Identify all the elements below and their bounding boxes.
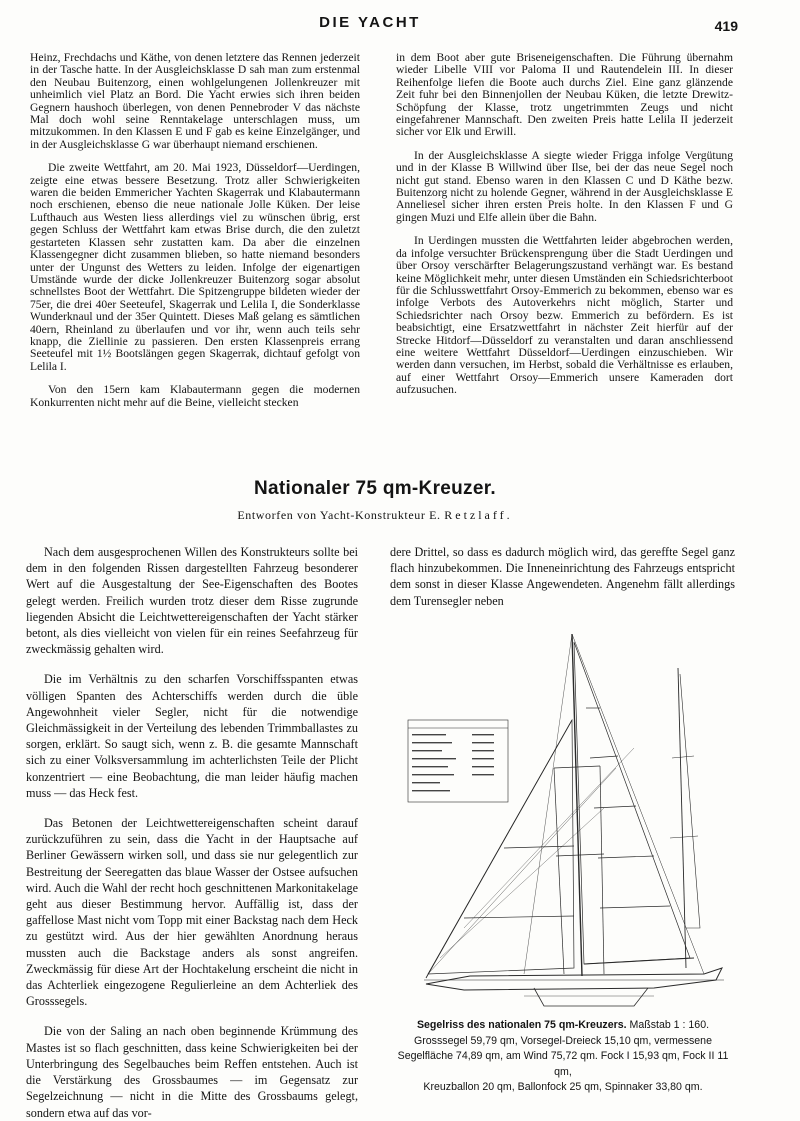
sail-plan-svg: [404, 628, 726, 1014]
running-header: [0, 12, 800, 36]
paragraph: Die zweite Wettfahrt, am 20. Mai 1923, Düsseldorf—Uerdingen, zeigte eine etwas bessere Besetzung. Trotz aller Schwierigkeiten waren die beiden Emmericher Yachten Skagerrak und Klabautermann noch erschienen, ebenso die neue nationale Jolle Küken. Der leise Lufthauch aus Westen liess allerdings viel zu wünschen übrig, erst gegen Schluss der Wettfahrt kam etwas Brise durch, die den zuletzt gestarteten Klassen sehr zustatten kam. Da aber die einzelnen Klassengegner dicht zusammen blieben, so hatte niemand besonders unter der Ungunst des Wetters zu leiden. Infolge der eigenartigen Umstände wurde der dicke Jollenkreuzer Buitenzorg sogar absolut schnellstes Boot der Wettfahrt. Die Spitzengruppe bildeten wieder der 75er, die drei 40er Seeteufel, Skagerrak und Lelila I, die Sonderklasse Wunderknaul und der 35er Quintett. Dieses Maß gelang es sämtlichen 40ern, Rheinland zu überlaufen und vor ihr, wenn auch teils sehr knapp, die Ziellinie zu passieren. Den ersten Klassenpreis errang Seeteufel mit 1½ Bootslängen gegen Skagerrak, dichtauf gefolgt von Lelila I.: [30, 161, 360, 373]
paragraph: in dem Boot aber gute Briseneigenschaften. Die Führung übernahm wieder Libelle VIII vor Paloma II und Rautendelein III. In dieser Reihenfolge liefen die Boote auch durchs Ziel. Eine ganz glänzende Zeit fuhr bei den Binnenjollen der Neubau Küken, die letzte Drewitz-Schöpfung der Klasse, trotz ungetrimmten Zeugs und nicht eingefahrener Mannschaft. Den zweiten Preis hatte Lelila II jederzeit sicher vor Elk und Erwill.: [396, 51, 733, 139]
page-number: 419: [714, 18, 738, 34]
byline-prefix: Entworfen von Yacht-Konstrukteur E.: [237, 508, 441, 522]
paragraph: Die von der Saling an nach oben beginnende Krümmung des Mastes ist so flach geschnitten, dass keine Schwierigkeiten bei der Unterbringung des Segelbauches beim Reffen entstehen. Auch ist die Verstärkung des Grossbaumes — im Gegensatz zur Segelzeichnung — nicht in die Mitte des Grossbaums gelegt, sondern etwa auf das vor-: [26, 1024, 358, 1120]
caption-sail-areas-continued: Kreuzballon 20 qm, Ballonfock 25 qm, Spinnaker 33,80 qm.: [423, 1081, 703, 1094]
article-byline: [0, 508, 750, 523]
sail-plan-drawing: [404, 628, 726, 1014]
article-left-column: [26, 544, 358, 1121]
paragraph: Das Betonen der Leichtwettereigenschaften scheint darauf zurückzuführen zu sein, dass die Yacht in der Hauptsache auf Berliner Gewässern wirken soll, und dass sie nur gelegentlich zur Bestreitung der Seeregatten das blaue Wasser der Ostsee aufsuchen wird. Auch die Wahl der recht hoch geschnittenen Markonitakelage geht aus dieser Bestimmung hervor. Auffällig ist, dass der gaffellose Mast nicht vom Topp mit einer Backstag nach dem Heck zu gestützt wird. Aus der hier gewählten Anordnung heraus mussten auch die Backstage anders als sonst angreifen. Zweckmässig für diese Art der Hochtakelung erscheint die nicht in das Achterliek eingezogene Regulierleine an dem Achterliek des Grosssegels.: [26, 816, 358, 1009]
paragraph: Von den 15ern kam Klabautermann gegen die modernen Konkurrenten nicht mehr auf die Beine, vielleicht stecken: [30, 383, 360, 409]
article-right-column: [390, 544, 735, 609]
caption-title: Segelriss des nationalen 75 qm-Kreuzers.: [416, 1019, 627, 1031]
paragraph: Die im Verhältnis zu den scharfen Vorschiffsspanten etwas völligen Spanten des Achterschiffs werden durch die üble Angewohnheit vieler Segler, nicht für die notwendige Gleichmässigkeit in der Verteilung des lebenden Trimmballastes zu sorgen, erklärt. So saugt sich, wenn z. B. die gesamte Mannschaft sich zu einer Volksversammlung im achterlichsten Teile der Plicht konzentriert — eine Beobachtung, die man leider häufig machen muss — das Heck fest.: [26, 672, 358, 800]
paragraph: In der Ausgleichsklasse A siegte wieder Frigga infolge Vergütung und in der Klasse B Willwind über Ilse, bei der das neue Segel noch nicht gut stand. Ebenso waren in den Klassen C und D Käthe bezw. Buitenzorg nicht zu holende Gegner, während in der Ausgleichsklasse E Anneliesel sicher ihren ersten Preis holte. In den Klassen F und G gingen Muzi und Elfe allein über die Bahn.: [396, 148, 733, 224]
previous-article-right-column: [396, 52, 733, 397]
figure-caption: [388, 1018, 738, 1096]
paragraph: Heinz, Frechdachs und Käthe, von denen letztere das Rennen jederzeit in der Tasche hatte. In der Ausgleichsklasse D sah man zum erstenmal den Neubau Buitenzorg, einen wohlgelungenen Jollenkreuzer mit unheimlich viel Platz an Bord. Die Yacht erwies sich ihren beiden Gegnern haushoch überlegen, von denen Pennebroder V das nächste Mal doch wohl seine Renntakelage unterschlagen muss, um mitzukommen. In den Klassen E und F gab es keine Einzelgänger, und in der Ausgleichsklasse G war überhaupt niemand erschienen.: [30, 51, 360, 151]
caption-scale: Maßstab 1 : 160.: [629, 1019, 710, 1031]
byline-author: Retzlaff.: [444, 508, 513, 522]
paragraph: In Uerdingen mussten die Wettfahrten leider abgebrochen werden, da infolge versuchter Brückensprengung über die Stadt Uerdingen und über Orsoy verschärfter Belagerungszustand verhängt war. Es bestand keine Möglichkeit mehr, unter diesen Umständen ein Schiedsrichterboot für die Schlusswettfahrt Orsoy-Emmerich zu bekommen, ebenso war es infolge Verbots des Autoverkehrs nicht möglich, Starter und Schiedsrichter nach Orsoy bezw. Emmerich zu befördern. Es ist beabsichtigt, eine Ersatzwettfahrt in nächster Zeit hierfür auf der Strecke Hitdorf—Düsseldorf zu veranstalten und daran anschliessend eine weitere Wettfahrt Düsseldorf—Uerdingen einzuschieben. Wir werden dann versuchen, im Herbst, sobald die Verhältnisse es erlauben, auf einer Wettfahrt Orsoy—Emmerich unsere Kameraden dort aufzusuchen.: [396, 234, 733, 397]
previous-article-left-column: [30, 52, 360, 409]
paragraph: Nach dem ausgesprochenen Willen des Konstrukteurs sollte bei dem in den folgenden Rissen dargestellten Fahrzeug besonderer Wert auf die Ausgestaltung der See-Eigenschaften des Bootes gelegt werden. Freilich wurden trotz dieser dem Risse zugrunde liegenden Absicht die Leichtwettereigenschaften der Yacht stärker betont, als dies vielleicht von vielen für ein reines Seefahrzeug für zweckmässig gehalten wird.: [26, 545, 358, 657]
article-title: Nationaler 75 qm-Kreuzer.: [254, 478, 496, 499]
caption-sail-areas: Grosssegel 59,79 qm, Vorsegel-Dreieck 15,10 qm, vermessene Segelfläche 74,89 qm, am Wind 75,72 qm. Fock I 15,93 qm, Fock II 11 qm,: [397, 1034, 729, 1078]
caption-heading: [388, 1018, 738, 1034]
paragraph: dere Drittel, so dass es dadurch möglich wird, das gereffte Segel ganz flach hinzubekommen. Die Inneneinrichtung des Fahrzeugs entspricht dem sonst in dieser Klasse Angewendeten. Angenehm fällt allerdings dem Turensegler neben: [390, 545, 735, 608]
journal-title: DIE YACHT: [319, 14, 421, 31]
